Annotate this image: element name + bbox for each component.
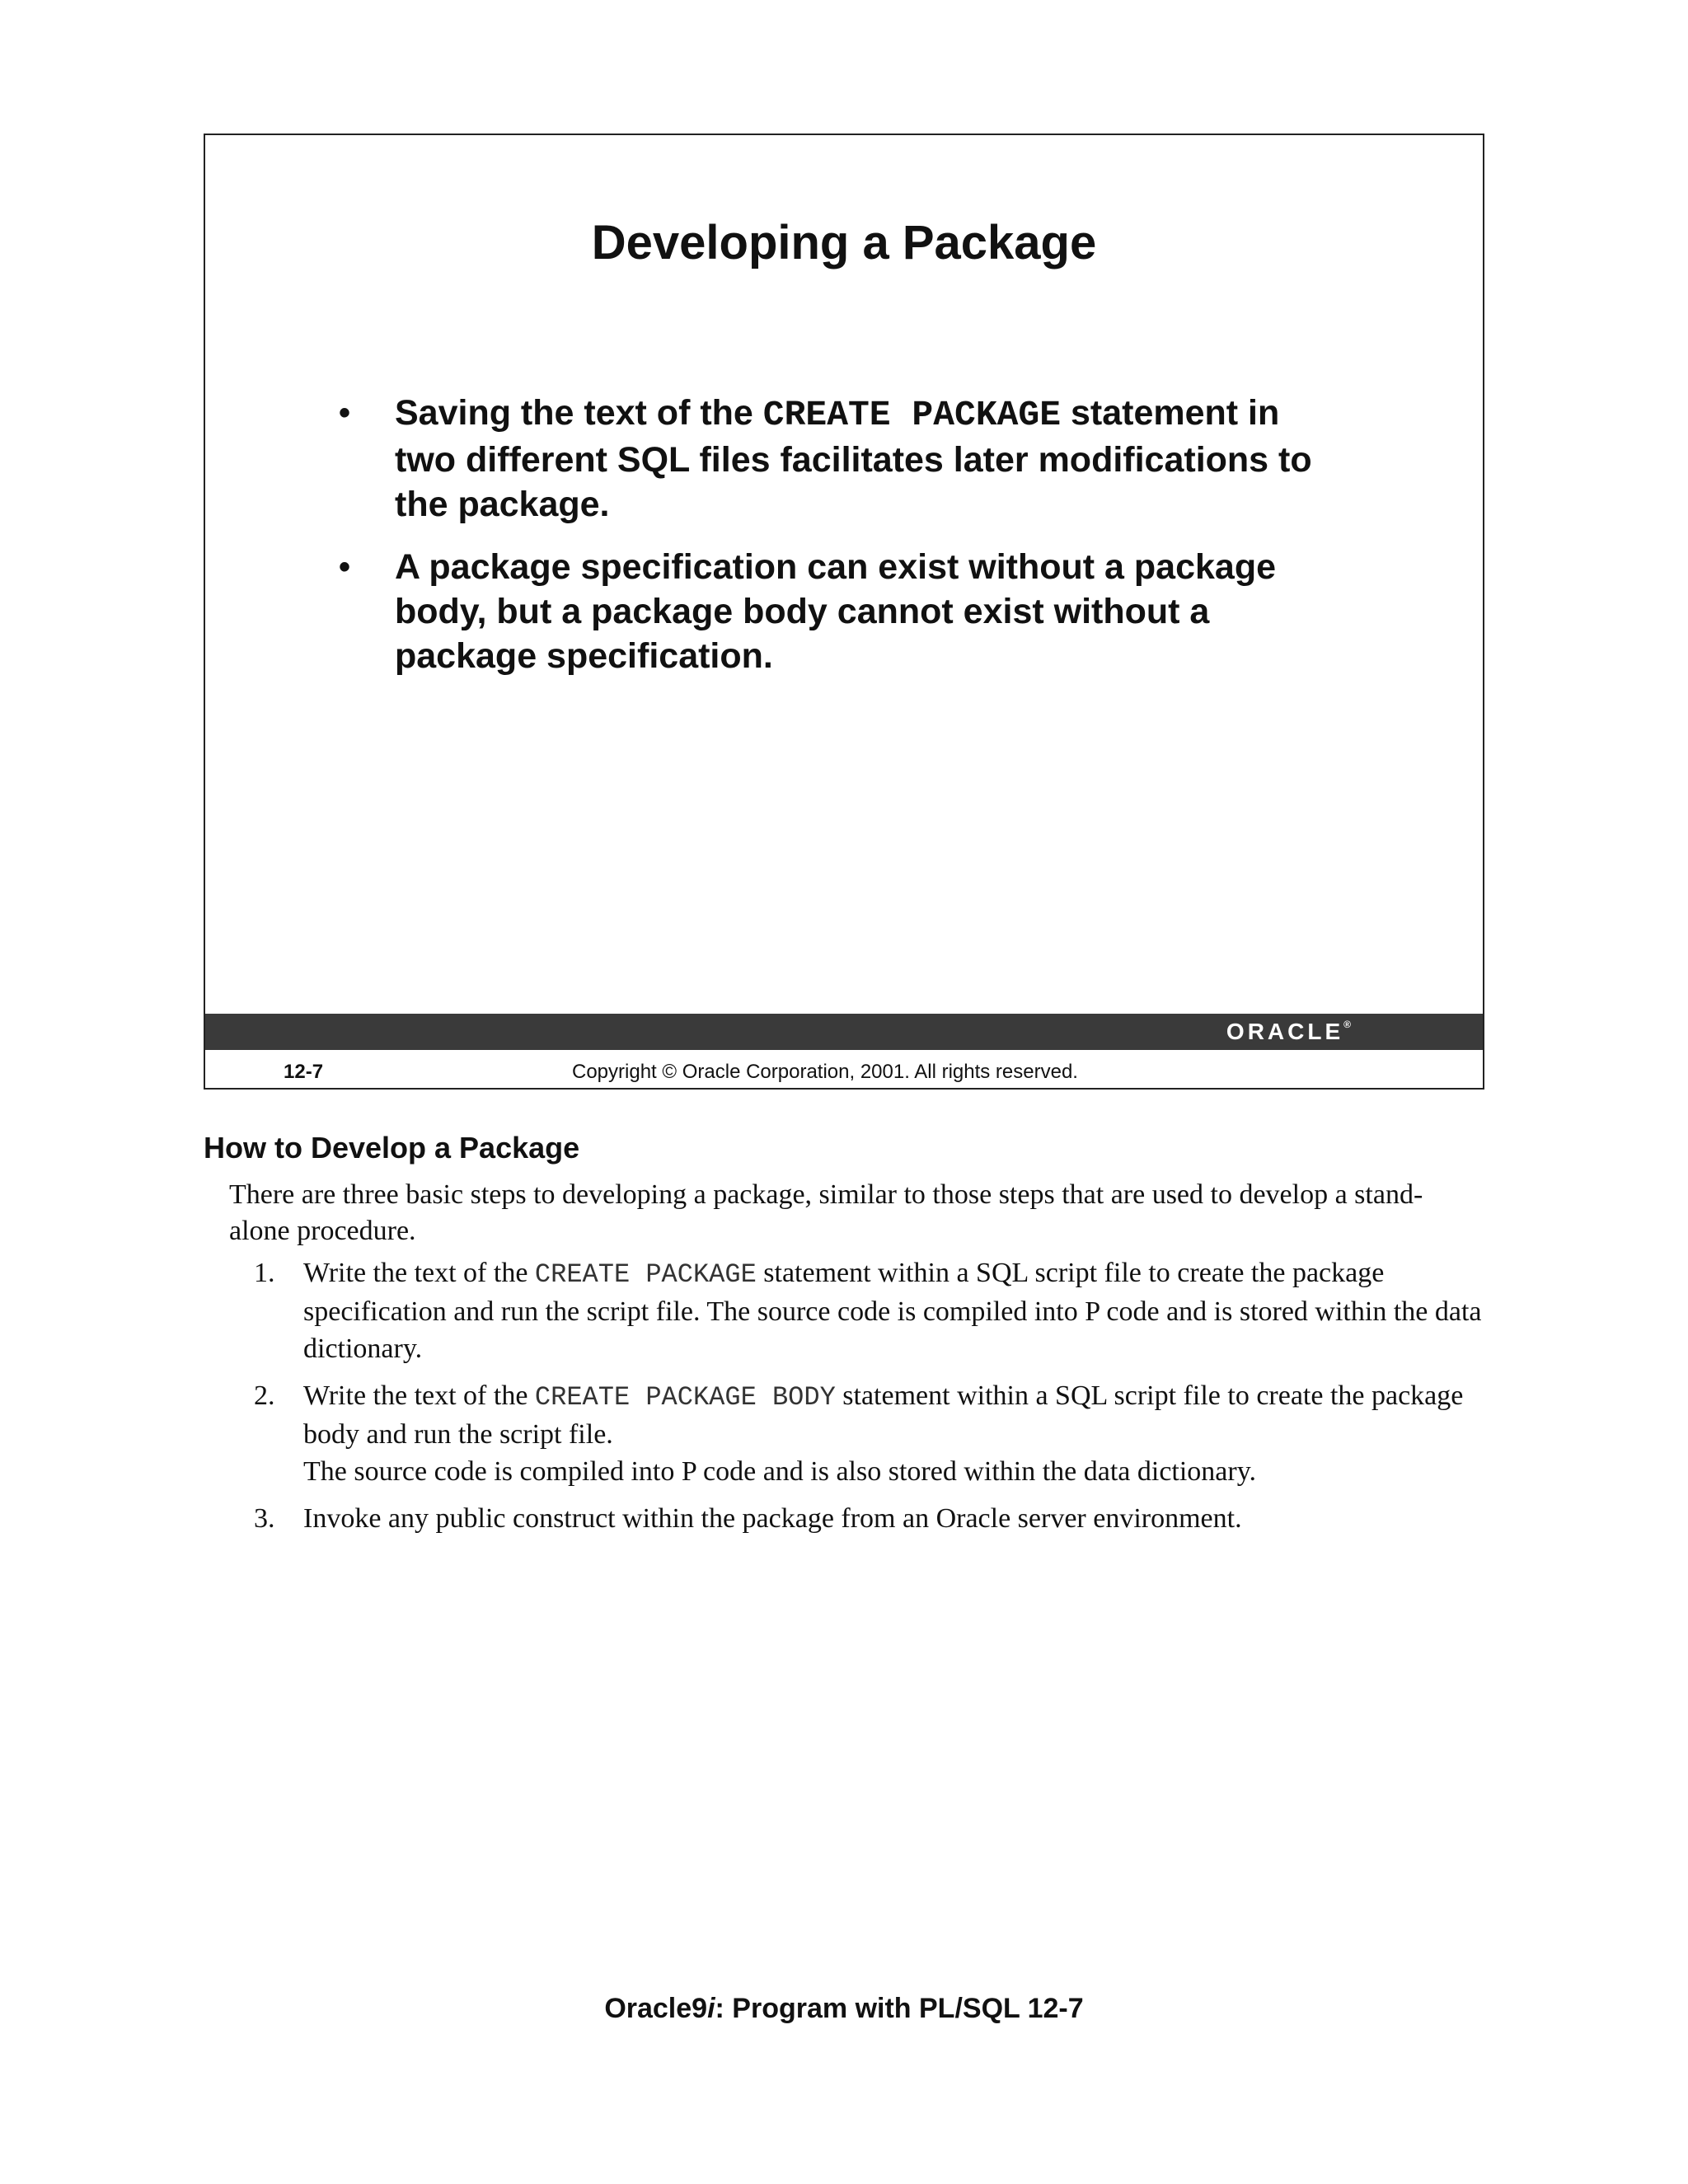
step-number: 1. — [254, 1258, 275, 1288]
oracle-logo-text: ORACLE — [1226, 1019, 1344, 1044]
page-footer — [0, 1993, 1688, 2025]
notes-heading: How to Develop a Package — [204, 1131, 580, 1165]
bullet-dot-icon: • — [339, 549, 351, 585]
step-text-pre: Write the text of the — [303, 1258, 535, 1288]
notes-step — [229, 1377, 1498, 1490]
step-extra-text: The source code is compiled into P code and is also stored within the data dictionary. — [303, 1456, 1257, 1487]
step-code: CREATE PACKAGE — [534, 1259, 757, 1290]
slide-page-number: 12-7 — [284, 1061, 324, 1083]
step-number: 2. — [254, 1380, 275, 1411]
slide-copyright: Copyright © Oracle Corporation, 2001. All rights reserved. — [572, 1061, 1078, 1083]
bullet-dot-icon: • — [339, 395, 351, 431]
notes-step — [229, 1500, 1498, 1537]
notes-step — [229, 1254, 1498, 1367]
notes-step-list — [229, 1254, 1498, 1547]
footer-title: : Program with PL/SQL 12-7 — [715, 1993, 1084, 2024]
step-text-pre: Write the text of the — [303, 1380, 535, 1411]
bullet-text-pre: A package specification can exist without a package body, but a package body cannot exist without a package specification. — [395, 547, 1276, 676]
step-text-pre: Invoke any public construct within the package from an Oracle server environment. — [303, 1503, 1242, 1534]
oracle-logo-mark: ® — [1343, 1019, 1351, 1030]
oracle-footer-bar — [205, 1014, 1483, 1050]
footer-product-italic: i — [707, 1993, 715, 2024]
step-code: CREATE PACKAGE BODY — [534, 1382, 836, 1413]
bullet-code: CREATE PACKAGE — [762, 395, 1062, 435]
bullet-text-pre: Saving the text of the — [395, 393, 763, 433]
step-text-post: statement within a SQL script file to create the package body and run the script file. — [303, 1380, 1464, 1450]
oracle-logo — [1226, 1019, 1351, 1045]
slide-title: Developing a Package — [591, 216, 1097, 269]
bullet-text-post: statement in two different SQL files facilitates later modifications to the package. — [395, 393, 1312, 524]
notes-intro: There are three basic steps to developing a package, similar to those steps that are used to develop a stand-alone procedure. — [229, 1179, 1423, 1246]
footer-product: Oracle9 — [604, 1993, 708, 2024]
slide-bullet — [339, 391, 1343, 527]
step-number: 3. — [254, 1503, 275, 1534]
slide-frame — [204, 134, 1484, 1090]
step-text-post: statement within a SQL script file to create the package specification and run the script file. The source code is compiled into P code and is stored within the data dictionary. — [303, 1258, 1482, 1364]
slide-bullet — [339, 545, 1343, 678]
slide-bullet-list — [339, 391, 1343, 696]
